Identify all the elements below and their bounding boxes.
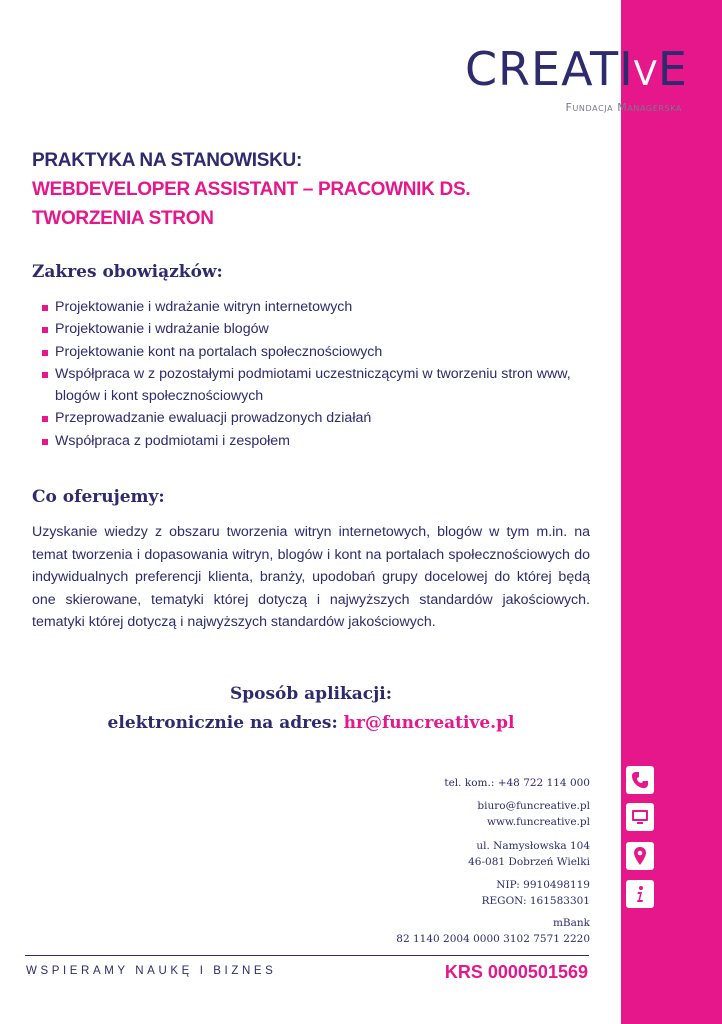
- application-info: [32, 680, 590, 738]
- krs-number: KRS 0000501569: [444, 962, 588, 982]
- contact-www[interactable]: www.funcreative.pl: [487, 816, 590, 828]
- list-item: Współpraca w z pozostałymi podmiotami uczestniczącymi w tworzeniu stron www, blogów i kont społecznościowych: [42, 363, 587, 408]
- list-item: Projektowanie i wdrażanie blogów: [42, 318, 587, 340]
- logo: [465, 44, 688, 114]
- contact-bank-name: mBank: [552, 917, 590, 929]
- footer-divider: [25, 955, 589, 956]
- phone-icon: [626, 766, 654, 794]
- contact-web: [477, 798, 590, 830]
- contact-address: [468, 838, 590, 870]
- apply-heading: Sposób aplikacji:: [229, 684, 393, 704]
- list-item: Współpraca z podmiotami i zespołem: [42, 430, 587, 452]
- contact-bank: [396, 915, 590, 947]
- logo-subtitle: Fundacja Managerska: [565, 101, 682, 114]
- title-line-1: PRAKTYKA NA STANOWISKU:: [32, 150, 302, 171]
- duties-list: [42, 296, 587, 452]
- location-pin-icon: [626, 842, 654, 870]
- contact-account: 82 1140 2004 0000 3102 7571 2220: [396, 933, 590, 945]
- footer-slogan: WSPIERAMY NAUKĘ I BIZNES: [26, 965, 277, 977]
- list-item: Projektowanie i wdrażanie witryn internetowych: [42, 296, 587, 318]
- contact-nip: NIP: 9910498119: [496, 879, 590, 891]
- monitor-icon: [626, 803, 654, 831]
- list-item: Projektowanie kont na portalach społecznościowych: [42, 341, 587, 363]
- contact-city: 46-081 Dobrzeń Wielki: [468, 856, 590, 868]
- page-title: [32, 146, 532, 233]
- title-line-2: WEBDEVELOPER ASSISTANT – PRACOWNIK DS. TWORZENIA STRON: [32, 179, 471, 229]
- contact-phone: tel. kom.: +48 722 114 000: [444, 777, 590, 789]
- duties-heading: Zakres obowiązków:: [32, 262, 223, 282]
- offer-text: Uzyskanie wiedzy z obszaru tworzenia witryn internetowych, blogów w tym m.in. na temat tworzenia i dopasowania witryn, blogów i kont na portalach społecznościowych do indywidualnych preferencji klienta, branży, upodobań grupy docelowej do której będą one skierowane, tematyki której dotyczą i najwyższych standardów jakościowych. tematyki której dotyczą i najwyższych standardów jakościowych.: [32, 524, 590, 631]
- apply-email-link[interactable]: hr@funcreative.pl: [343, 713, 515, 733]
- contact-email[interactable]: biuro@funcreative.pl: [477, 800, 590, 812]
- list-item: Przeprowadzanie ewaluacji prowadzonych działań: [42, 407, 587, 429]
- info-icon: [626, 880, 654, 908]
- contact-regon: REGON: 161583301: [481, 895, 590, 907]
- logo-wordmark: CREATIVE: [464, 42, 688, 96]
- side-accent-bar: [621, 0, 722, 1024]
- offer-heading: Co oferujemy:: [32, 487, 165, 507]
- apply-address-line: elektronicznie na adres: hr@funcreative.pl: [107, 713, 515, 733]
- contact-registry: [482, 877, 590, 909]
- contact-street: ul. Namysłowska 104: [476, 840, 590, 852]
